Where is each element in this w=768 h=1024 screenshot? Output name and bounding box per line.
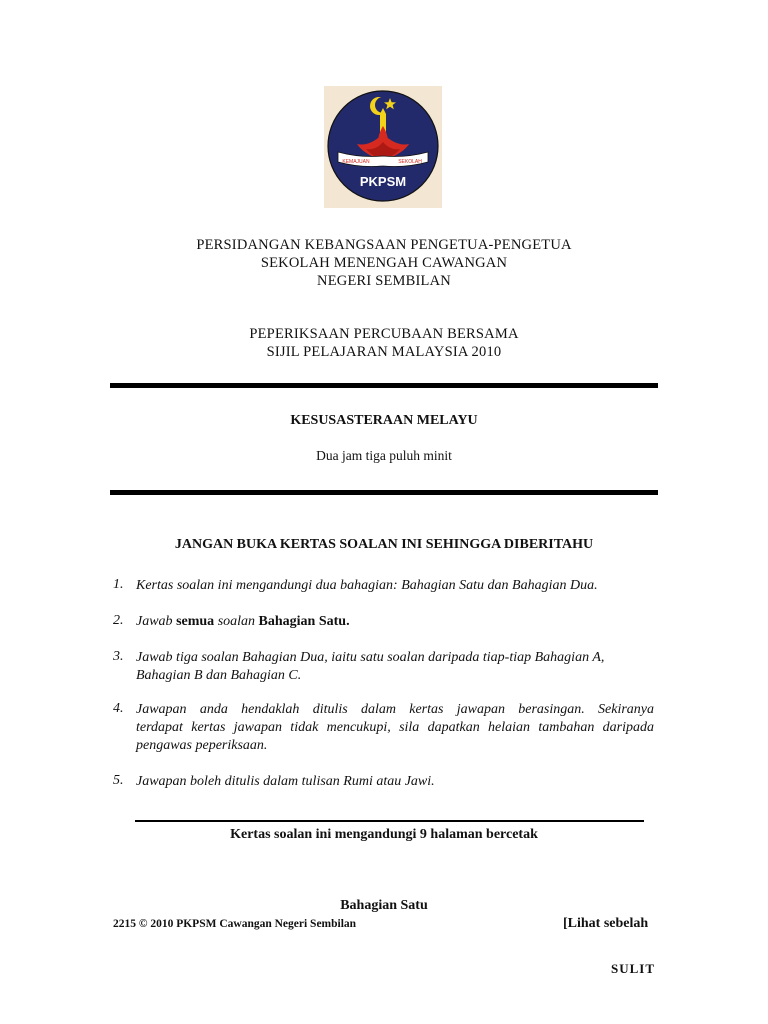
pages-note: Kertas soalan ini mengandungi 9 halaman bercetak bbox=[230, 827, 538, 842]
instruction-text bbox=[136, 649, 654, 685]
instruction-2-part1: Jawab bbox=[136, 614, 177, 629]
instruction-text: Jawapan boleh ditulis dalam tulisan Rumi atau Jawi. bbox=[136, 774, 435, 789]
subject-duration: Dua jam tiga puluh minit bbox=[316, 448, 452, 463]
exam-line-2: SIJIL PELAJARAN MALAYSIA 2010 bbox=[266, 344, 502, 360]
warning-text: JANGAN BUKA KERTAS SOALAN INI SEHINGGA DIBERITAHU bbox=[174, 537, 594, 552]
org-line-2: SEKOLAH MENENGAH CAWANGAN bbox=[260, 255, 508, 271]
instruction-4-line2: terdapat kertas jawapan tidak mencukupi, sila dapatkan helaian tambahan daripada bbox=[136, 720, 654, 735]
instruction-text bbox=[136, 701, 654, 755]
instruction-number: 5. bbox=[113, 773, 124, 788]
org-line-1: PERSIDANGAN KEBANGSAAN PENGETUA-PENGETUA bbox=[196, 237, 572, 253]
pkpsm-logo bbox=[324, 86, 442, 208]
instruction-number: 1. bbox=[113, 577, 124, 592]
instruction-3-line1: Jawab tiga soalan Bahagian Dua, iaitu satu soalan daripada tiap-tiap Bahagian A, bbox=[136, 650, 605, 665]
instruction-2-emphasis-2: Bahagian Satu. bbox=[258, 614, 350, 629]
instruction-2-emphasis-1: semua bbox=[176, 614, 215, 629]
instruction-text bbox=[136, 613, 654, 631]
divider-thin bbox=[135, 820, 644, 822]
instruction-text: Kertas soalan ini mengandungi dua bahagian: Bahagian Satu dan Bahagian Dua. bbox=[136, 578, 598, 593]
instruction-4-line1: Jawapan anda hendaklah ditulis dalam kertas jawapan berasingan. Sekiranya bbox=[136, 702, 654, 717]
instruction-number: 2. bbox=[113, 613, 124, 628]
logo-text: PKPSM bbox=[359, 174, 407, 189]
footer-classification: SULIT bbox=[611, 961, 656, 976]
divider-top bbox=[110, 383, 658, 388]
subject-title: KESUSASTERAAN MELAYU bbox=[290, 413, 478, 428]
instruction-2-part2: soalan bbox=[214, 614, 259, 629]
logo-ribbon-left: KEMAJUAN bbox=[342, 159, 370, 165]
footer-turn-over: [Lihat sebelah bbox=[563, 916, 649, 931]
logo-ribbon-right: SEKOLAH bbox=[398, 159, 422, 165]
instruction-number: 3. bbox=[113, 649, 124, 664]
section-heading: Bahagian Satu bbox=[340, 898, 428, 913]
instruction-3-line2: Bahagian B dan Bahagian C. bbox=[136, 668, 302, 683]
instruction-4-line3: pengawas peperiksaan. bbox=[136, 738, 268, 753]
pkpsm-emblem-icon bbox=[324, 86, 442, 208]
exam-line-1: PEPERIKSAAN PERCUBAAN BERSAMA bbox=[249, 326, 519, 342]
org-line-3: NEGERI SEMBILAN bbox=[317, 273, 451, 289]
divider-middle bbox=[110, 490, 658, 495]
footer-code: 2215 © 2010 PKPSM Cawangan Negeri Sembilan bbox=[113, 918, 357, 930]
instruction-number: 4. bbox=[113, 701, 124, 716]
